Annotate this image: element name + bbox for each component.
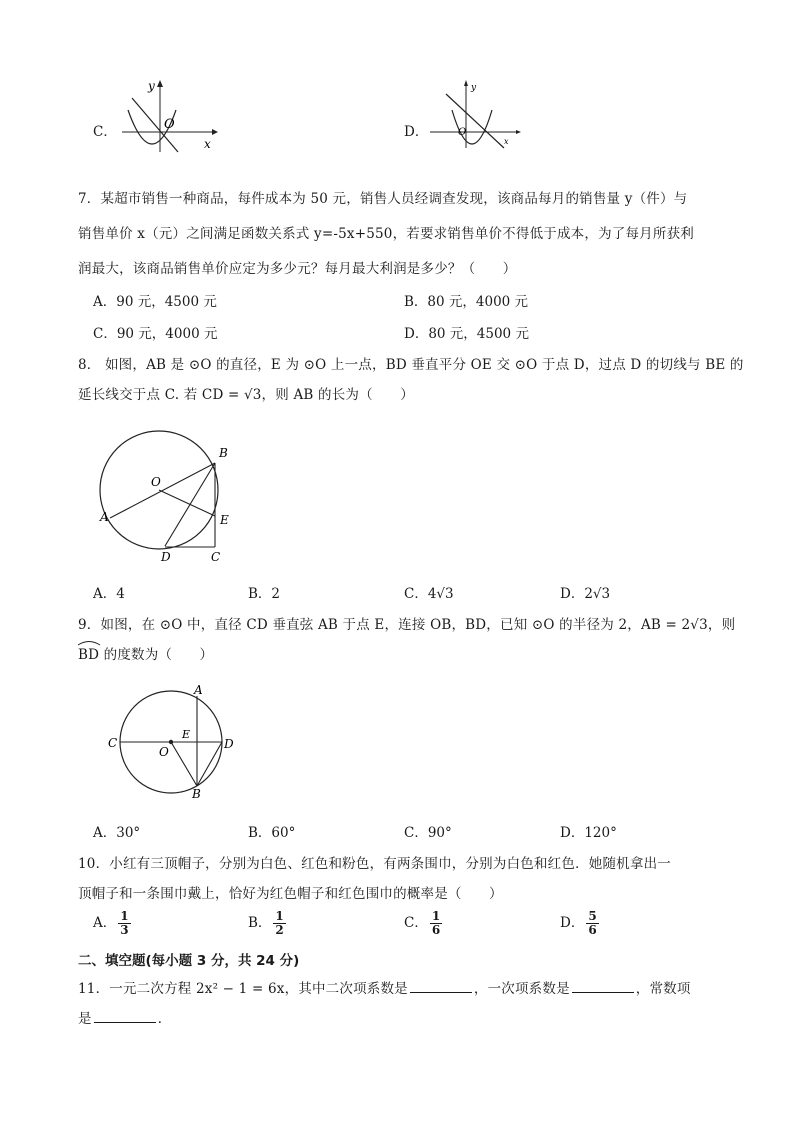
q9-figure [104, 682, 242, 802]
q10-option-d: D． $\frac{5}{6}$ [560, 909, 597, 937]
q7-option-b: B．80 元，4000 元 [404, 294, 529, 310]
q11-blank-quadratic-coef[interactable] [410, 980, 472, 993]
q7-text-line2: 销售单价 x（元）之间满足函数关系式 y=-5x+550，若要求销售单价不得低于成本，为了每月所获利 [78, 226, 694, 242]
q9-label-d: D [224, 737, 234, 751]
q6-option-c-graph [118, 78, 218, 154]
q9-label-e: E [182, 728, 191, 741]
q8-option-d: D．2√3 [560, 586, 611, 602]
q10-text-line1: 10．小红有三顶帽子，分别为白色、红色和粉色，有两条围巾，分别为白色和红色．她随机拿出一 [78, 856, 671, 872]
q11-text-line1: 11．一元二次方程 2x² − 1 = 6x，其中二次项系数是 ，一次项系数是 ，常数项 [78, 981, 691, 997]
q8-figure [95, 420, 245, 566]
q8-option-a: A．4 [93, 586, 125, 602]
q6-c-y-label: y [148, 79, 155, 93]
q8-text-line2: 延长线交于点 C. 若 CD = √3，则 AB 的长为（ ） [78, 387, 414, 403]
q7-text-line3: 润最大，该商品销售单价应定为多少元？每月最大利润是多少？（ ） [78, 261, 517, 277]
q11-blank-constant[interactable] [94, 1010, 156, 1023]
q8-label-c: C [211, 550, 221, 564]
q8-label-o: O [151, 475, 161, 489]
q7-option-d: D．80 元，4500 元 [404, 326, 529, 342]
q8-text-line1: 8． 如图，AB 是 ⊙O 的直径，E 为 ⊙O 上一点，BD 垂直平分 OE 交 ⊙O 于点 D，过点 D 的切线与 BE 的 [78, 357, 744, 373]
q8-option-b: B．2 [248, 586, 281, 602]
q6-d-y-label: y [471, 83, 477, 93]
q7-option-a: A．90 元，4500 元 [93, 294, 217, 310]
q6-d-x-label: x [504, 137, 509, 146]
q6-option-c-label: C． [93, 124, 117, 140]
q9-option-b: B．60° [248, 825, 296, 841]
q9-text-line1: 9．如图，在 ⊙O 中，直径 CD 垂直弦 AB 于点 E，连接 OB，BD，已知 ⊙O 的半径为 2，AB = 2√3，则 [78, 617, 736, 633]
q6-c-origin-label: O [164, 117, 175, 132]
q6-option-d-label: D． [404, 124, 429, 140]
q6-c-x-label: x [204, 137, 211, 151]
q6-option-d-graph [428, 78, 524, 152]
q10-option-b: B． $\frac{1}{2}$ [248, 909, 284, 937]
q9-label-o: O [159, 745, 169, 759]
q7-text-line1: 7．某超市销售一种商品，每件成本为 50 元，销售人员经调查发现，该商品每月的销售量 y（件）与 [78, 191, 688, 207]
q10-option-a: A． $\frac{1}{3}$ [93, 909, 129, 937]
q9-text-line2: BD 的度数为（ ） [78, 647, 214, 663]
section-2-heading: 二、填空题(每小题 3 分，共 24 分) [78, 953, 300, 969]
q8-label-e: E [220, 513, 229, 527]
q10-option-c: C． $\frac{1}{6}$ [404, 909, 441, 937]
q9-option-c: C．90° [404, 825, 452, 841]
q9-option-d: D．120° [560, 825, 617, 841]
q9-label-b: B [192, 787, 201, 801]
q8-option-c: C．4√3 [404, 586, 454, 602]
q10-text-line2: 顶帽子和一条围巾戴上，恰好为红色帽子和红色围巾的概率是（ ） [78, 886, 503, 902]
q8-label-b: B [219, 446, 228, 460]
q8-label-d: D [161, 550, 171, 564]
q8-label-a: A [100, 510, 109, 524]
q9-label-a: A [194, 683, 203, 697]
q7-option-c: C．90 元，4000 元 [93, 326, 218, 342]
q11-blank-linear-coef[interactable] [572, 980, 634, 993]
q9-arc-mark [76, 638, 102, 646]
q9-label-c: C [108, 736, 118, 750]
q11-text-line2: 是 ． [78, 1011, 172, 1027]
q9-option-a: A．30° [93, 825, 141, 841]
q6-d-origin-label: O [458, 127, 467, 138]
